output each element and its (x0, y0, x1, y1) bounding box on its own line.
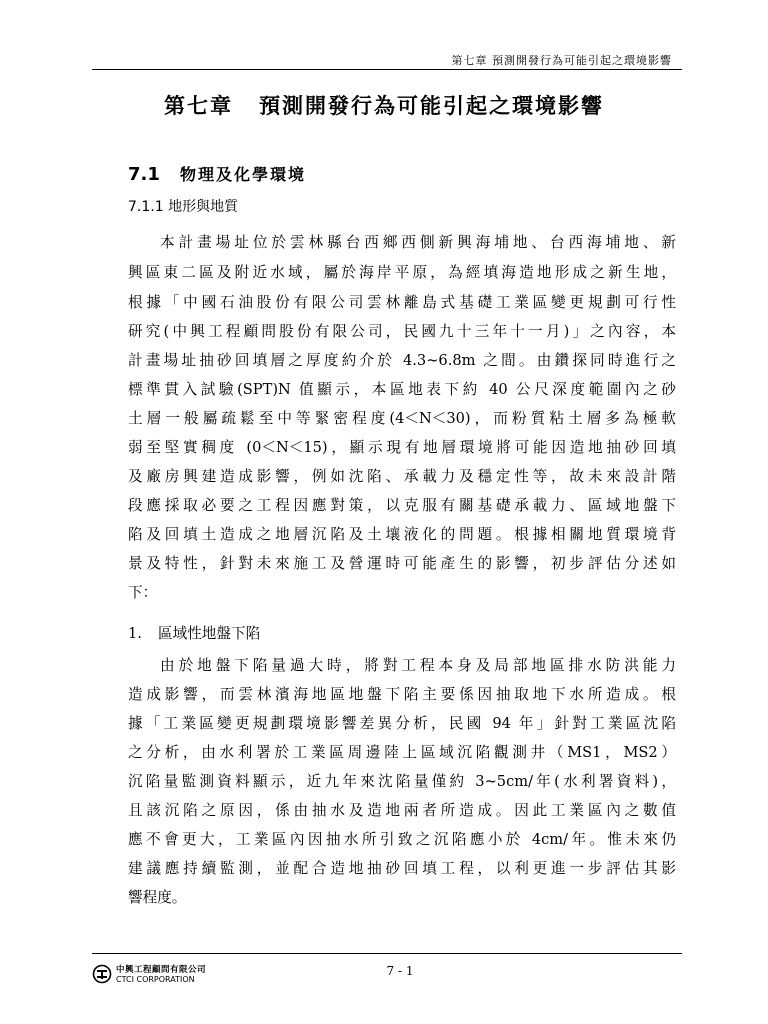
paragraph-line: 應不會更大，工業區內因抽水所引致之沉陷應小於 4cm/年。惟未來仍 (128, 831, 676, 848)
company-name-cn: 中興工程顧問有限公司 (116, 965, 207, 975)
subsection-title: 地形與地質 (168, 199, 239, 215)
section-number: 7.1 (128, 164, 160, 185)
paragraph-line: 且該沉陷之原因，係由抽水及造地兩者所造成。因此工業區內之數值 (128, 802, 676, 819)
paragraph-line: 景及特性，針對未來施工及營運時可能產生的影響，初步評估分述如 (128, 555, 676, 572)
paragraph-line: 響程度。 (128, 889, 187, 906)
subsection-heading (128, 196, 238, 216)
paragraph-line: 沉陷量監測資料顯示，近九年來沈陷量僅約 3~5cm/年(水利署資料)， (128, 773, 676, 790)
chapter-number: 第七章 (164, 93, 233, 118)
paragraph-line: 及廠房興建造成影響，例如沈陷、承載力及穩定性等，故未來設計階 (128, 468, 676, 485)
section-heading (128, 157, 306, 186)
paragraph-line: 弱至堅實稠度 (0＜N＜15)，顯示現有地層環境將可能因造地抽砂回填 (128, 439, 676, 456)
list-item-number: 1. (128, 625, 142, 642)
paragraph-line: 由於地盤下陷量過大時，將對工程本身及局部地區排水防洪能力 (160, 657, 676, 674)
subsection-number: 7.1.1 (128, 199, 164, 215)
paragraph-line: 標準貫入試驗(SPT)N 值顯示，本區地表下約 40 公尺深度範圍內之砂 (128, 381, 676, 398)
paragraph-line: 計畫場址抽砂回填層之厚度約介於 4.3~6.8m 之間。由鑽探同時進行之 (128, 352, 676, 369)
section-title: 物理及化學環境 (180, 165, 307, 184)
header-rule (92, 69, 682, 70)
list-item-regional-subsidence (128, 622, 260, 643)
paragraph-line: 興區東二區及附近水域，屬於海岸平原，為經填海造地形成之新生地， (128, 264, 676, 281)
paragraph-line: 造成影響，而雲林濱海地區地盤下陷主要係因抽取地下水所造成。根 (128, 686, 676, 703)
paragraph-line: 據「工業區變更規劃環境影響差異分析，民國 94 年」針對工業區沈陷 (128, 715, 676, 732)
paragraph-line: 研究(中興工程顧問股份有限公司，民國九十三年十一月)」之內容，本 (128, 323, 676, 340)
page-number: 7 - 1 (386, 964, 414, 978)
paragraph-line: 土層一般屬疏鬆至中等緊密程度(4＜N＜30)，而粉質粘土層多為極軟 (128, 410, 676, 427)
paragraph-line: 本計畫場址位於雲林縣台西鄉西側新興海埔地、台西海埔地、新 (160, 234, 676, 251)
footer-rule (92, 953, 682, 954)
running-header: 第七章 預測開發行為可能引起之環境影響 (451, 54, 672, 67)
paragraph-line: 段應採取必要之工程因應對策，以克服有關基礎承載力、區域地盤下 (128, 497, 676, 514)
paragraph-line: 根據「中國石油股份有限公司雲林離島式基礎工業區變更規劃可行性 (128, 294, 676, 311)
company-name-en: CTCI CORPORATION (116, 975, 195, 984)
chapter-title-text: 預測開發行為可能引起之環境影響 (259, 93, 604, 118)
chapter-title (0, 90, 768, 120)
paragraph-line: 之分析，由水利署於工業區周邊陸上區域沉陷觀測井（MS1，MS2） (128, 744, 676, 761)
paragraph-line: 下： (128, 584, 158, 601)
list-item-title: 區域性地盤下陷 (158, 625, 261, 642)
paragraph-line: 建議應持續監測，並配合造地抽砂回填工程，以利更進一步評估其影 (128, 860, 676, 877)
paragraph-line: 陷及回填土造成之地層沉陷及土壤液化的問題。根據相關地質環境背 (128, 526, 676, 543)
